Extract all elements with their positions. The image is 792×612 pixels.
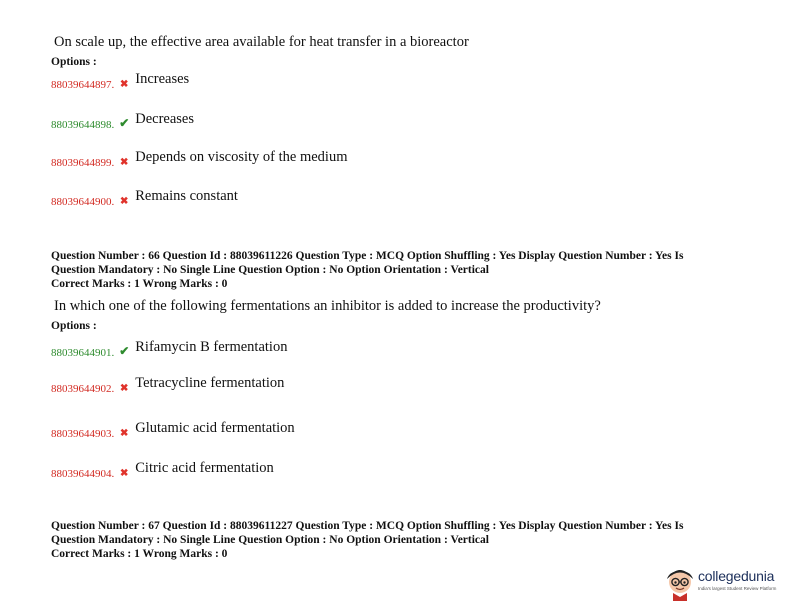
wrong-mark-icon: ✖ <box>120 157 129 168</box>
meta-line: Question Number : 67 Question Id : 88039611227 Question Type : MCQ Option Shuffling : Yes Display Question Number : Yes Is <box>51 520 684 532</box>
student-mascot-icon <box>664 564 696 602</box>
question-text: In which one of the following fermentations an inhibitor is added to increase the productivity? <box>54 298 601 314</box>
options-label: Options : <box>51 56 97 68</box>
meta-line: Question Mandatory : No Single Line Question Option : No Option Orientation : Vertical <box>51 264 489 276</box>
wrong-mark-icon: ✖ <box>120 468 129 479</box>
option-id: 88039644902. <box>51 383 115 395</box>
option-text: Rifamycin B fermentation <box>135 339 288 355</box>
option-text: Tetracycline fermentation <box>135 375 285 391</box>
option-row <box>51 420 295 442</box>
option-row <box>51 339 288 361</box>
option-text: Citric acid fermentation <box>135 460 274 476</box>
wrong-mark-icon: ✖ <box>120 383 129 394</box>
marks-line: Correct Marks : 1 Wrong Marks : 0 <box>51 548 228 560</box>
option-id: 88039644897. <box>51 79 115 91</box>
collegedunia-logo <box>664 564 788 604</box>
option-text: Remains constant <box>135 188 238 204</box>
option-row <box>51 71 190 93</box>
logo-wordmark: collegedunia <box>698 568 775 584</box>
option-row <box>51 111 195 133</box>
question-meta <box>51 249 751 291</box>
option-text: Glutamic acid fermentation <box>135 420 295 436</box>
option-id: 88039644898. <box>51 119 115 131</box>
meta-line: Question Number : 66 Question Id : 88039611226 Question Type : MCQ Option Shuffling : Yes Display Question Number : Yes Is <box>51 250 684 262</box>
marks-line: Correct Marks : 1 Wrong Marks : 0 <box>51 278 228 290</box>
option-row <box>51 188 238 210</box>
option-text: Decreases <box>135 111 195 127</box>
option-id: 88039644903. <box>51 428 115 440</box>
option-row <box>51 149 348 171</box>
option-row <box>51 460 274 482</box>
wrong-mark-icon: ✖ <box>120 196 129 207</box>
option-text: Increases <box>135 71 190 87</box>
check-mark-icon: ✔ <box>119 116 130 130</box>
meta-line: Question Mandatory : No Single Line Question Option : No Option Orientation : Vertical <box>51 534 489 546</box>
question-meta <box>51 519 751 561</box>
option-id: 88039644900. <box>51 196 115 208</box>
option-row <box>51 375 285 397</box>
question-text: On scale up, the effective area available for heat transfer in a bioreactor <box>54 34 469 50</box>
options-label: Options : <box>51 320 97 332</box>
option-id: 88039644899. <box>51 157 115 169</box>
check-mark-icon: ✔ <box>119 344 130 358</box>
wrong-mark-icon: ✖ <box>120 428 129 439</box>
option-text: Depends on viscosity of the medium <box>135 149 348 165</box>
logo-tagline: India's largest Student Review Platform <box>698 586 777 591</box>
option-id: 88039644904. <box>51 468 115 480</box>
wrong-mark-icon: ✖ <box>120 79 129 90</box>
option-id: 88039644901. <box>51 347 115 359</box>
